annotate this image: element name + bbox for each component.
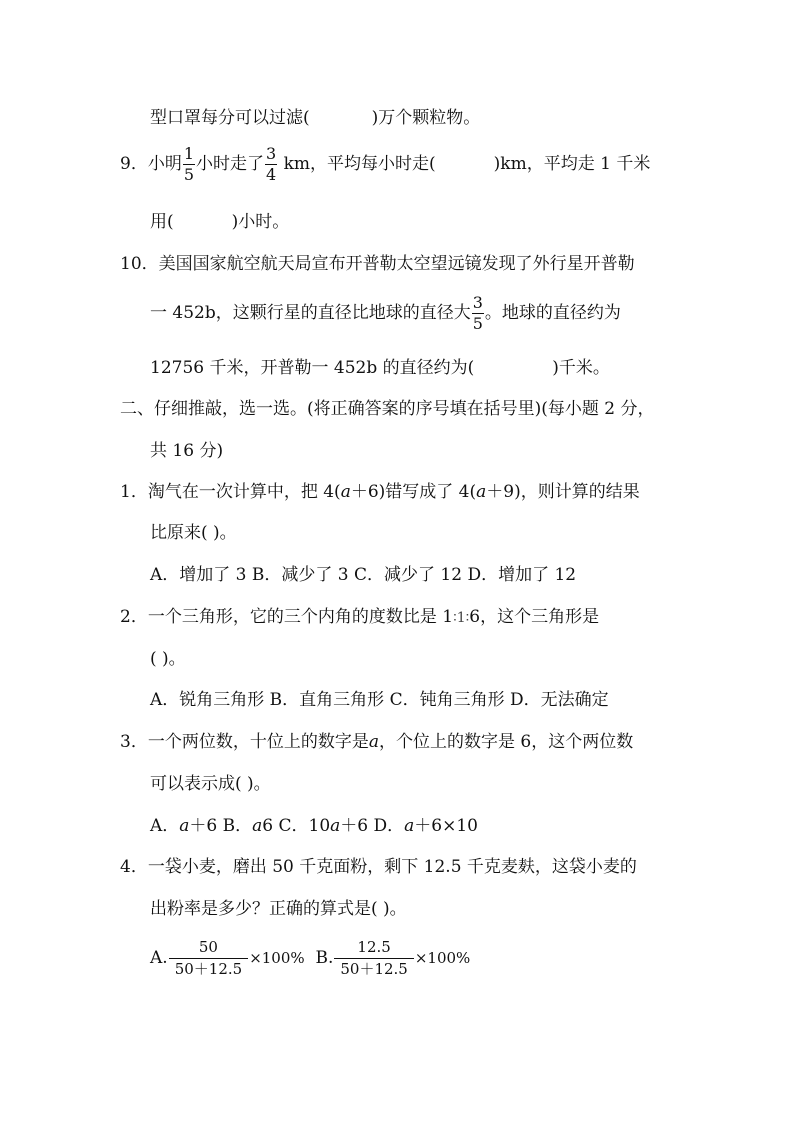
question-10-line-2 xyxy=(150,295,621,332)
fraction-option-b: $\frac{12.5}{50+12.5}$ xyxy=(334,940,414,977)
question-number: 1． xyxy=(120,482,148,502)
choice-question-2-line-1 xyxy=(120,609,599,626)
choice-question-1-line-2 xyxy=(150,525,237,542)
choice-question-3-line-1 xyxy=(120,734,633,751)
q8-text-a: 型口罩每分可以过滤( xyxy=(150,108,310,128)
section-2-heading-line-2-text: 共 16 分) xyxy=(150,441,224,461)
choice-question-4-line-2 xyxy=(150,901,407,918)
question-number: 2． xyxy=(120,607,148,627)
choice-question-3-options[interactable] xyxy=(150,818,478,835)
c3-text-a: 一个两位数，十位上的数字是 xyxy=(147,732,369,752)
q9-text-2: 小时走了 xyxy=(196,154,265,174)
variable-a: a xyxy=(179,816,190,836)
q9-text-1: 小明 xyxy=(147,154,182,174)
section-2-heading xyxy=(120,401,655,418)
c4-option-a-label: A. xyxy=(150,948,168,968)
fraction-three-quarters: $\frac{3}{4}$ xyxy=(266,144,277,184)
c1-text-c: ＋9)，则计算的结果 xyxy=(486,482,640,502)
q8-continuation xyxy=(150,110,480,127)
c3-option-d-label: ＋6 D． xyxy=(340,816,405,836)
question-9-line-1 xyxy=(120,146,650,183)
choice-question-3-line-2 xyxy=(150,776,271,793)
c4-option-b-label: B. xyxy=(304,948,334,968)
c1-options-text: A．增加了 3 B．减少了 3 C．减少了 12 D．增加了 12 xyxy=(150,565,577,585)
c2-line-2: ( )。 xyxy=(150,649,186,669)
q9-line2-b: )小时。 xyxy=(231,212,290,232)
variable-a: a xyxy=(252,816,263,836)
question-10-line-3 xyxy=(150,360,610,377)
c1-line-2: 比原来( )。 xyxy=(150,523,237,543)
question-number: 4． xyxy=(120,857,148,877)
choice-question-1-options[interactable] xyxy=(150,567,576,584)
c3-option-b-label: ＋6 B． xyxy=(189,816,253,836)
q9-text-3: km，平均每小时走( xyxy=(278,154,436,174)
c2-text-a: 一个三角形，它的三个内角的度数比是 1 xyxy=(147,607,454,627)
choice-question-2-line-2 xyxy=(150,651,186,668)
fraction-option-a: $\frac{50}{50+12.5}$ xyxy=(169,940,249,977)
c4-line-2: 出粉率是多少？正确的算式是( )。 xyxy=(150,899,407,919)
q10-line2-a: 一 452b，这颗行星的直径比地球的直径大 xyxy=(150,303,471,323)
c4-percent-a: ×100% xyxy=(249,949,305,967)
choice-question-1-line-1 xyxy=(120,484,640,501)
question-number: 9． xyxy=(120,154,148,174)
question-9-line-2 xyxy=(150,214,289,231)
fraction-three-fifths: $\frac{3}{5}$ xyxy=(472,293,483,333)
question-number: 3． xyxy=(120,732,148,752)
q9-text-4: )km，平均走 1 千米 xyxy=(493,154,651,174)
question-number: 10． xyxy=(120,254,159,274)
c3-option-a-label: A． xyxy=(150,816,180,836)
c3-option-d-rest: ＋6×10 xyxy=(414,816,478,836)
c4-line-1: 一袋小麦，磨出 50 千克面粉，剩下 12.5 千克麦麸，这袋小麦的 xyxy=(147,857,637,877)
choice-question-2-options[interactable] xyxy=(150,692,609,709)
q8-text-b: )万个颗粒物。 xyxy=(371,108,481,128)
variable-a: a xyxy=(368,732,379,752)
c4-percent-b: ×100% xyxy=(414,949,471,967)
ratio-separator: ∶1∶ xyxy=(453,610,470,626)
q9-line2-a: 用( xyxy=(150,212,174,232)
variable-a: a xyxy=(476,482,487,502)
choice-question-4-line-1 xyxy=(120,859,637,876)
c1-text-b: ＋6)错写成了 4( xyxy=(350,482,477,502)
q10-line3-b: )千米。 xyxy=(552,358,610,378)
c3-line-2: 可以表示成( )。 xyxy=(150,774,271,794)
c2-options-text: A．锐角三角形 B．直角三角形 C．钝角三角形 D．无法确定 xyxy=(150,690,609,710)
choice-question-4-options[interactable] xyxy=(150,940,470,977)
c3-text-b: ，个位上的数字是 6，这个两位数 xyxy=(378,732,634,752)
c2-text-b: 6，这个三角形是 xyxy=(469,607,600,627)
variable-a: a xyxy=(404,816,415,836)
section-2-heading-line-1: 二、仔细推敲，选一选。(将正确答案的序号填在括号里)(每小题 2 分， xyxy=(120,399,655,419)
variable-a: a xyxy=(330,816,341,836)
section-2-heading-line-2 xyxy=(150,443,223,460)
c1-text-a: 淘气在一次计算中，把 4( xyxy=(147,482,341,502)
q10-line3-a: 12756 千米，开普勒一 452b 的直径约为( xyxy=(150,358,475,378)
variable-a: a xyxy=(340,482,351,502)
q10-line1: 美国国家航空航天局宣布开普勒太空望远镜发现了外行星开普勒 xyxy=(158,254,635,274)
fraction-one-fifth: $\frac{1}{5}$ xyxy=(183,144,195,184)
c3-option-c-label: 6 C．10 xyxy=(262,816,331,836)
question-10-line-1 xyxy=(120,256,635,273)
q10-line2-b: 。地球的直径约为 xyxy=(484,303,621,323)
